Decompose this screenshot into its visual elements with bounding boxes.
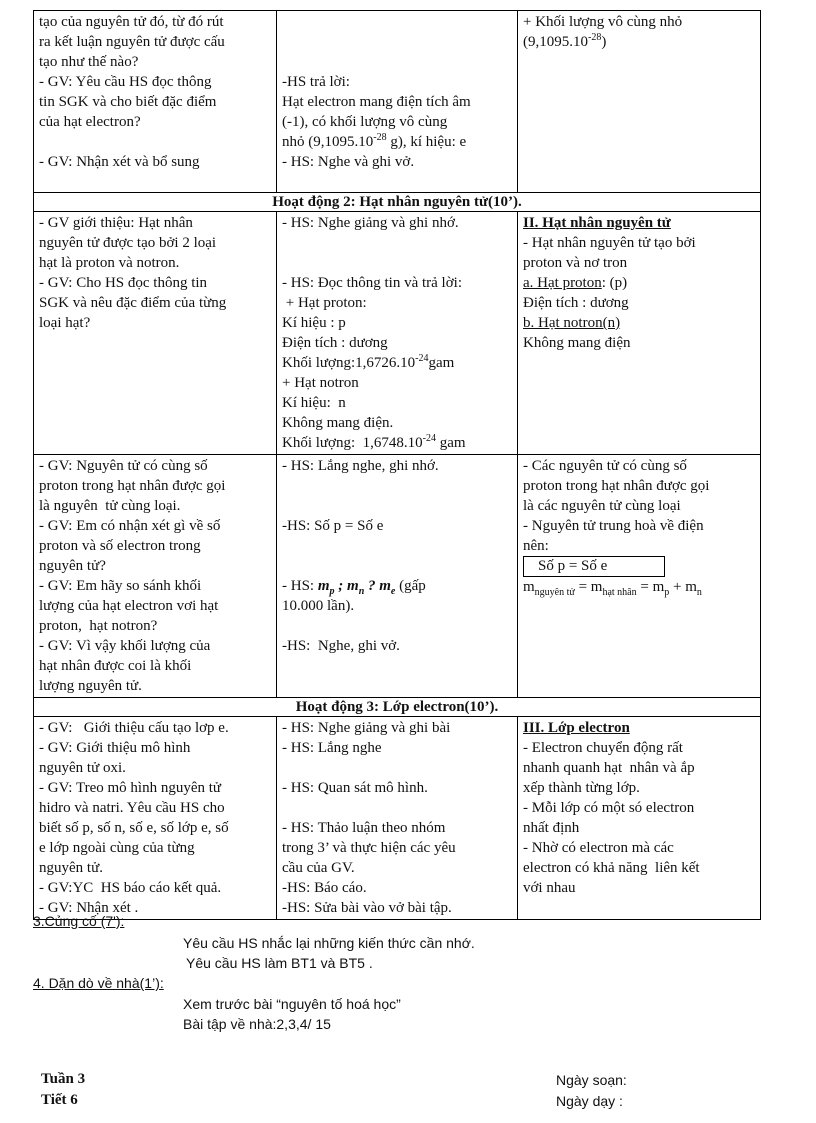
text-line: Kí hiệu: n — [282, 395, 346, 411]
text-line: Hạt electron mang điện tích âm — [282, 94, 471, 110]
text-line: nên: — [523, 538, 549, 554]
text-line: nguyên tử được tạo bởi 2 loại — [39, 235, 217, 251]
homework-line: Xem trước bài “nguyên tố hoá học” — [183, 996, 401, 1012]
text-line: Khối $lượng:1,6726.10^{-24}gam$ — [282, 353, 455, 371]
text-line: nguyên tử. — [39, 860, 103, 876]
activity-3-title: Hoạt động 3: Lớp electron(10’). — [34, 698, 761, 717]
table-row — [34, 11, 761, 193]
text-line: - GV: Em có nhận xét gì về số — [39, 518, 221, 534]
text-line: cầu của GV. — [282, 860, 355, 876]
text-line: - GV: Giới thiệu mô hình — [39, 740, 191, 756]
homework-line: Bài tập về nhà:2,3,4/ 15 — [183, 1016, 331, 1032]
table-row — [34, 717, 761, 920]
prepared-date-label: Ngày soạn: — [556, 1072, 627, 1088]
table-row — [34, 455, 761, 698]
text-line: a. Hạt proton: (p) — [523, 275, 628, 291]
student-activity-cell — [277, 717, 518, 920]
text-line: Điện tích : dương — [282, 335, 388, 351]
text-line: hạt là proton và notron. — [39, 255, 180, 271]
mass-formula: $m_{nguyên tử} = m_{hạt nhân} = m_p + m_n$ — [523, 579, 702, 598]
text-line: Khối lượng: $1,6748.10^{-24}$ gam — [282, 433, 466, 451]
text-line: proton trong hạt nhân được gọi — [523, 478, 710, 494]
text-line: Không mang điện — [523, 335, 631, 351]
text-line: tạo của nguyên tử đó, từ đó rút — [39, 14, 224, 30]
text-line: + Khối lượng vô cùng nhỏ — [523, 14, 683, 30]
table-row — [34, 212, 761, 455]
text-line: - HS: Nghe giảng và ghi bài — [282, 720, 451, 736]
text-line: xếp thành từng lớp. — [523, 780, 640, 796]
text-line: nguyên tử oxi. — [39, 760, 126, 776]
text-line: - GV:YC HS báo cáo kết quả. — [39, 880, 222, 896]
text-line: - GV: Em hãy so sánh khối — [39, 578, 202, 594]
text-line: nhất định — [523, 820, 580, 836]
text-line: là các nguyên tử cùng loại — [523, 498, 681, 514]
text-line: trong 3’ và thực hiện các yêu — [282, 840, 456, 856]
consolidation-line: Yêu cầu HS nhắc lại những kiến thức cần nhớ. — [183, 935, 475, 951]
text-line: proton và số electron trong — [39, 538, 201, 554]
text-line: proton, hạt notron? — [39, 618, 158, 634]
content-cell — [518, 212, 761, 455]
text-line: - GV: Nhận xét và bổ sung — [39, 154, 200, 170]
text-line: (-1), có khối lượng vô cùng — [282, 114, 448, 130]
text-line: - HS: Đọc thông tin và trả lời: — [282, 275, 462, 291]
content-cell — [518, 11, 761, 193]
text-line: - GV: Nhận xét . — [39, 900, 139, 916]
text-line: hạt nhân được coi là khối — [39, 658, 192, 674]
content-cell — [518, 455, 761, 698]
text-line: là nguyên tử cùng loại. — [39, 498, 181, 514]
text-line: Kí hiệu : p — [282, 315, 346, 331]
text-line: - GV giới thiệu: Hạt nhân — [39, 215, 193, 231]
text-line: lượng nguyên tử. — [39, 678, 142, 694]
homework-title: 4. Dặn dò về nhà(1’): — [33, 975, 164, 991]
text-line: proton và nơ tron — [523, 255, 628, 271]
text-line: tạo như thế nào? — [39, 54, 139, 70]
text-line: - Hạt nhân nguyên tử tạo bởi — [523, 235, 696, 251]
text-line: - GV: Treo mô hình nguyên tử — [39, 780, 222, 796]
text-line: của hạt electron? — [39, 114, 141, 130]
student-activity-cell — [277, 212, 518, 455]
teacher-activity-cell — [34, 455, 277, 698]
week-label: Tuần 3 — [41, 1071, 86, 1087]
teaching-date-label: Ngày dạy : — [556, 1093, 623, 1109]
text-line: -HS: Báo cáo. — [282, 880, 367, 896]
period-label: Tiết 6 — [41, 1092, 78, 1108]
text-line: hidro và natri. Yêu cầu HS cho — [39, 800, 225, 816]
text-line: electron có khả năng liên kết — [523, 860, 700, 876]
content-cell — [518, 717, 761, 920]
lesson-table — [33, 10, 761, 920]
text-line: loại hạt? — [39, 315, 91, 331]
text-line: proton trong hạt nhân được gọi — [39, 478, 226, 494]
consolidation-title: 3.Củng cố (7'): — [33, 913, 125, 929]
text-line: - Nguyên tử trung hoà về điện — [523, 518, 704, 534]
text-line: nguyên tử? — [39, 558, 106, 574]
text-line: với nhau — [523, 880, 576, 896]
text-line: - HS: Nghe giảng và ghi nhớ. — [282, 215, 459, 231]
teacher-activity-cell — [34, 717, 277, 920]
text-line: -HS: Sửa bài vào vở bài tập. — [282, 900, 452, 916]
teacher-activity-cell — [34, 11, 277, 193]
text-line: - Electron chuyển động rất — [523, 740, 683, 756]
text-line: - Nhờ có electron mà các — [523, 840, 674, 856]
text-line: Điện tích : dương — [523, 295, 629, 311]
text-line: -HS: Số p = Số e — [282, 518, 384, 534]
text-line: - HS: Nghe và ghi vở. — [282, 154, 415, 170]
text-line: - Mỗi lớp có một só electron — [523, 800, 695, 816]
section-heading: III. Lớp electron — [523, 720, 630, 736]
text-line: -HS trả lời: — [282, 74, 350, 90]
text-line: - GV: Yêu cầu HS đọc thông — [39, 74, 212, 90]
text-line: - GV: Giới thiệu cấu tạo lơp e. — [39, 720, 229, 736]
text-line: - HS: Quan sát mô hình. — [282, 780, 428, 796]
text-line: - GV: Vì vậy khối lượng của — [39, 638, 211, 654]
boxed-formula: Số p = Số e — [523, 556, 665, 577]
text-line: tin SGK và cho biết đặc điểm — [39, 94, 217, 110]
text-line: + Hạt notron — [282, 375, 359, 391]
text-line: lượng của hạt electron vơi hạt — [39, 598, 219, 614]
teacher-activity-cell — [34, 212, 277, 455]
text-line: - HS: Thảo luận theo nhóm — [282, 820, 446, 836]
text-line: 10.000 lần). — [282, 598, 355, 614]
text-line: nhỏ ($9,1095.10^{-28}$ g), kí hiệu: e — [282, 132, 467, 150]
text-line: nhanh quanh hạt nhân và ắp — [523, 760, 695, 776]
student-activity-cell — [277, 11, 518, 193]
text-line: + Hạt proton: — [282, 295, 367, 311]
text-line: $(9,1095.10^{-28})$ — [523, 32, 607, 50]
text-line: Không mang điện. — [282, 415, 394, 431]
text-line: biết số p, số n, số e, số lớp e, số — [39, 820, 229, 836]
student-activity-cell — [277, 455, 518, 698]
text-line: SGK và nêu đặc điểm của từng — [39, 295, 227, 311]
text-line: - Các nguyên tử có cùng số — [523, 458, 687, 474]
activity-header-row — [34, 193, 761, 212]
mass-comparison: - HS: $m_p$ ; $m_n$ ? $m_e$ (gấp — [282, 578, 426, 597]
text-line: e lớp ngoài cùng của từng — [39, 840, 195, 856]
text-line: -HS: Nghe, ghi vở. — [282, 638, 400, 654]
text-line: b. Hạt notron(n) — [523, 315, 621, 331]
text-line: - HS: Lắng nghe — [282, 740, 382, 756]
text-line: ra kết luận nguyên tử được cấu — [39, 34, 225, 50]
section-heading: II. Hạt nhân nguyên tử — [523, 215, 671, 231]
activity-header-row — [34, 698, 761, 717]
text-line: - HS: Lắng nghe, ghi nhớ. — [282, 458, 439, 474]
consolidation-line: Yêu cầu HS làm BT1 và BT5 . — [186, 955, 373, 971]
text-line: - GV: Cho HS đọc thông tin — [39, 275, 208, 291]
text-line: - GV: Nguyên tử có cùng số — [39, 458, 208, 474]
activity-2-title: Hoạt động 2: Hạt nhân nguyên tử(10’). — [34, 193, 761, 212]
